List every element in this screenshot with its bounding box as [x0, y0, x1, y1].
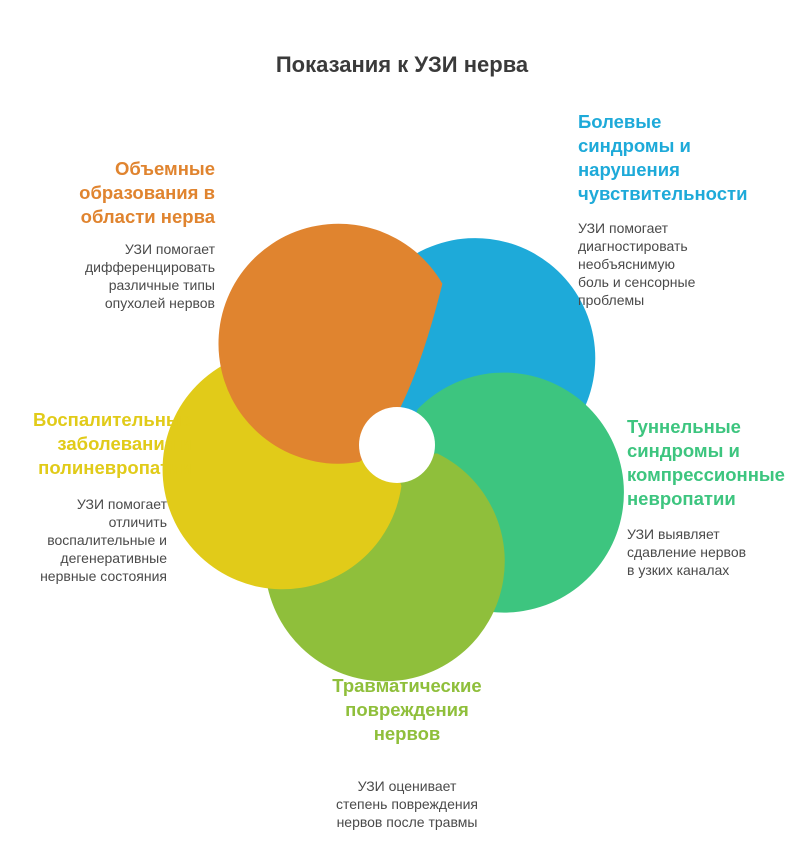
desc-line: дегенеративные	[60, 550, 167, 566]
desc-line: диагностировать	[578, 238, 688, 254]
heading-inflammatory	[33, 408, 192, 480]
desc-line: проблемы	[578, 292, 645, 308]
heading-masses	[79, 157, 215, 229]
desc-inflammatory	[40, 495, 167, 585]
heading-line: синдромы и	[578, 135, 691, 156]
center-hole	[359, 407, 435, 483]
desc-line: необъяснимую	[578, 256, 676, 272]
desc-line: отличить	[108, 514, 167, 530]
desc-line: УЗИ помогает	[578, 220, 669, 236]
heading-line: нервов	[373, 723, 441, 744]
heading-line: Объемные	[114, 158, 215, 179]
desc-line: сдавление нервов	[627, 544, 747, 560]
desc-line: УЗИ выявляет	[627, 526, 720, 542]
heading-line: образования в	[79, 182, 215, 203]
desc-line: нервные состояния	[40, 568, 167, 584]
page-title: Показания к УЗИ нерва	[275, 52, 529, 77]
heading-tunnel	[627, 415, 785, 511]
desc-tunnel	[627, 525, 746, 579]
heading-trauma	[257, 674, 557, 746]
heading-line: заболевания и	[57, 433, 192, 454]
desc-line: нервов после травмы	[336, 814, 478, 830]
desc-trauma	[257, 777, 557, 831]
heading-line: повреждения	[345, 699, 469, 720]
desc-line: УЗИ помогает	[124, 241, 215, 257]
desc-line: различные типы	[108, 277, 215, 293]
heading-line: Болевые	[578, 111, 662, 132]
desc-pain	[578, 219, 695, 309]
desc-line: УЗИ помогает	[76, 496, 167, 512]
heading-line: компрессионные	[627, 464, 785, 485]
heading-line: невропатии	[627, 488, 736, 509]
desc-line: УЗИ оценивает	[357, 778, 457, 794]
heading-line: Туннельные	[627, 416, 741, 437]
heading-line: области нерва	[80, 206, 215, 227]
desc-line: опухолей нервов	[104, 295, 215, 311]
desc-line: в узких каналах	[627, 562, 730, 578]
desc-line: степень повреждения	[336, 796, 478, 812]
desc-masses	[85, 240, 215, 312]
heading-line: полиневропатии	[38, 457, 192, 478]
heading-line: Воспалительные	[32, 409, 192, 430]
desc-line: дифференцировать	[85, 259, 215, 275]
heading-line: Травматические	[332, 675, 482, 696]
heading-line: чувствительности	[578, 183, 748, 204]
heading-line: нарушения	[578, 159, 680, 180]
desc-line: воспалительные и	[47, 532, 167, 548]
heading-pain	[578, 110, 747, 206]
desc-line: боль и сенсорные	[578, 274, 696, 290]
heading-line: синдромы и	[627, 440, 740, 461]
